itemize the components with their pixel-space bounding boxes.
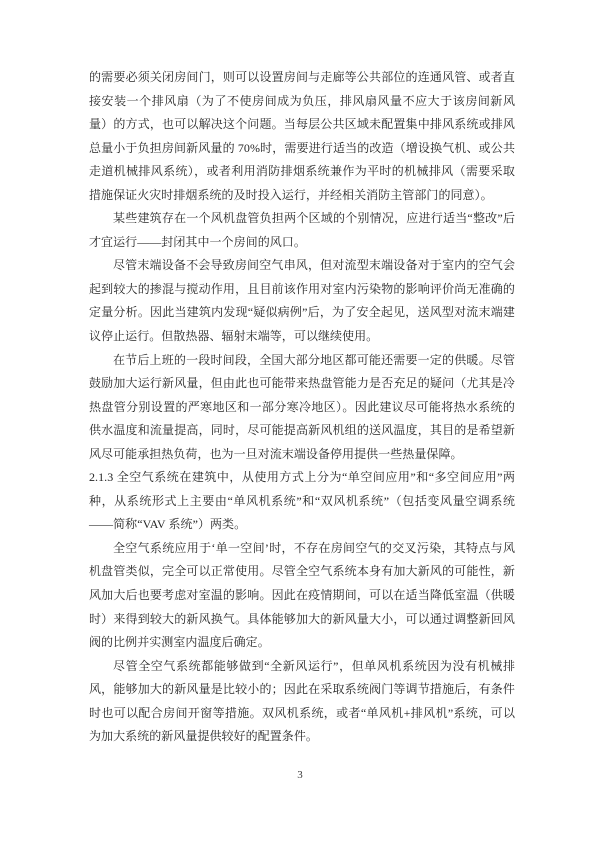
paragraph: 在节后上班的一段时间段，全国大部分地区都可能还需要一定的供暖。尽管鼓励加大运行新风量，但由此也可能带来热盘管能力是否充足的疑问（尤其是冷热盘管分别设置的严寒地区和一部分寒冷地区）。因此建议尽可能将热水系统的供水温度和流量提高，同时，尽可能提高新风机组的送风温度，其目的是希望新风尽可能承担热负荷，也为一旦对流末端设备停用提供一些热量保障。	[89, 352, 515, 461]
document-text	[89, 66, 515, 749]
paragraph-section-2-1-3: 2.1.3 全空气系统在建筑中，从使用方式上分为“单空间应用”和“多空间应用”两种，从系统形式上主要由“单风机系统”和“双风机系统”（包括变风量空调系统——简称“VAV 系统”）两类。	[89, 470, 515, 532]
paragraph: 尽管末端设备不会导致房间空气串风，但对流型末端设备对于室内的空气会起到较大的掺混与搅动作用，且目前该作用对室内污染物的影响评价尚无准确的定量分析。因此当建筑内发现“疑似病例”后，为了安全起见，送风型对流末端建议停止运行。但散热器、辐射末端等，可以继续使用。	[89, 258, 515, 344]
paragraph: 某些建筑存在一个风机盘管负担两个区域的个别情况，应进行适当“整改”后才宜运行——封闭其中一个房间的风口。	[89, 211, 515, 249]
paragraph: 的需要必须关闭房间门，则可以设置房间与走廊等公共部位的连通风管、或者直接安装一个排风扇（为了不使房间成为负压，排风扇风量不应大于该房间新风量）的方式，也可以解决这个问题。当每层公共区域未配置集中排风系统或排风总量小于负担房间新风量的 70%时，需要进行适当的改造（增设换气机、或公共走道机械排风系统），或者利用消防排烟系统兼作为平时的机械排风（需要采取措施保证火灾时排烟系统的及时投入运行，并经相关消防主管部门的同意）。	[89, 70, 515, 202]
page-number: 3	[297, 769, 303, 781]
paragraph: 尽管全空气系统都能够做到“全新风运行”，但单风机系统因为没有机械排风，能够加大的新风量是比较小的；因此在采取系统阀门等调节措施后，有条件时也可以配合房间开窗等措施。双风机系统，或者“单风机+排风机”系统，可以为加大系统的新风量提供较好的配置条件。	[89, 658, 515, 744]
paragraph: 全空气系统应用于‘单一空间’时，不存在房间空气的交叉污染，其特点与风机盘管类似，完全可以正常使用。尽管全空气系统本身有加大新风的可能性，新风加大后也要考虑对室温的影响。因此在疫情期间，可以在适当降低室温（供暖时）来得到较大的新风换气。具体能够加大的新风量大小，可以通过调整新回风阀的比例并实测室内温度后确定。	[89, 540, 515, 650]
